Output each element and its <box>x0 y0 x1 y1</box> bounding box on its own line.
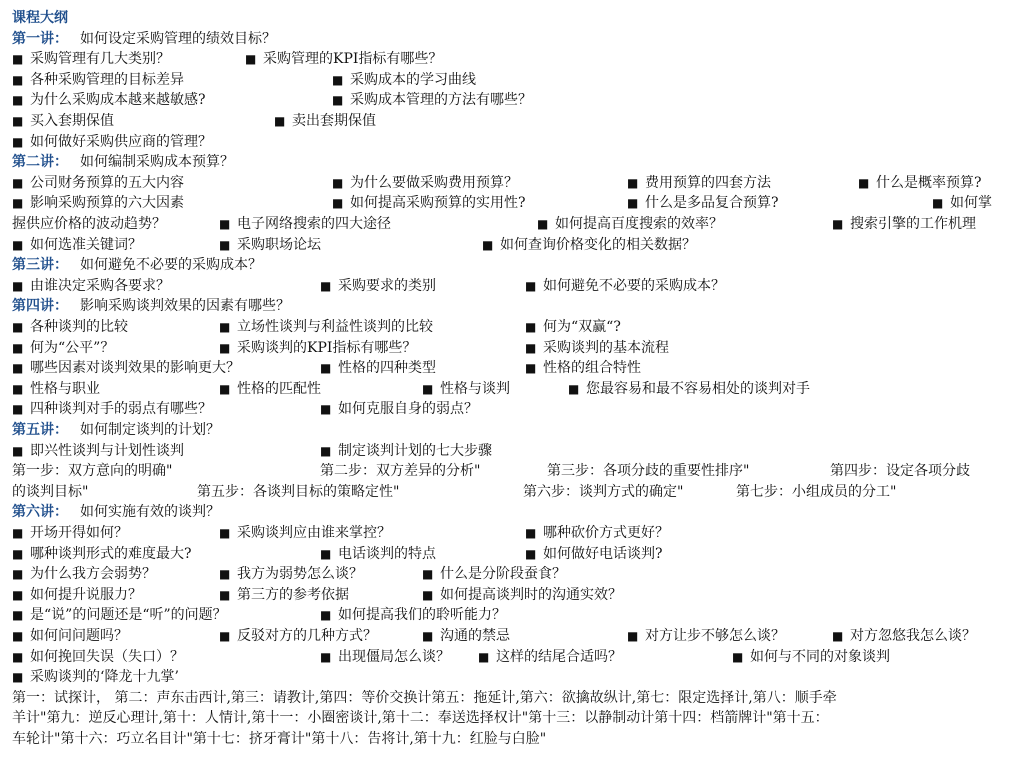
bullet-icon: ■ <box>627 175 639 190</box>
bullet-icon: ■ <box>320 649 332 664</box>
bullet-icon: ■ <box>732 649 744 664</box>
outline-item: 如何做好采购供应商的管理？ <box>30 133 212 150</box>
bullet-icon: ■ <box>332 93 344 108</box>
bullet-icon: ■ <box>12 196 24 211</box>
bullet-icon: ■ <box>525 546 537 561</box>
bullet-icon: ■ <box>332 175 344 190</box>
outline-row <box>12 441 1012 461</box>
lecture-label: 第六讲： <box>12 504 68 521</box>
plan-step: 的谈判目标" <box>12 483 89 500</box>
bullet-icon: ■ <box>537 217 549 231</box>
bullet-icon: ■ <box>219 381 231 396</box>
plan-step: 第五步：各谈判目标的策略定性" <box>197 483 400 500</box>
outline-item: 为什么要做采购费用预算？ <box>350 174 518 191</box>
bullet-icon: ■ <box>332 196 344 211</box>
lecture-question: 如何设定采购管理的绩效目标？ <box>80 30 276 47</box>
outline-row <box>12 132 1012 152</box>
bullet-icon: ■ <box>219 526 231 540</box>
outline-row <box>12 358 1012 378</box>
outline-item: 制定谈判计划的七大步骤 <box>338 442 492 459</box>
bullet-icon: ■ <box>320 443 332 458</box>
lecture-label: 第四讲： <box>12 298 68 315</box>
tactics-text: 羊计"第九：逆反心理计,第十：人情计,第十一：小圈密谈计,第十二：奉送选择权计"第十三：以静制动计第十四：档箭牌计"第十五： <box>12 710 829 727</box>
outline-item: 如何选准关键词？ <box>30 236 142 253</box>
bullet-icon: ■ <box>525 340 537 355</box>
bullet-icon: ■ <box>525 361 537 376</box>
lecture-heading <box>12 296 1012 316</box>
bullet-icon: ■ <box>12 526 24 540</box>
bullet-icon: ■ <box>12 320 24 334</box>
lecture-heading <box>12 255 1012 275</box>
outline-item: 各种谈判的比较 <box>30 319 128 335</box>
bullet-icon: ■ <box>12 114 24 128</box>
outline-row <box>12 49 1012 69</box>
bullet-icon: ■ <box>320 361 332 376</box>
lecture-question: 如何实施有效的谈判？ <box>80 504 220 521</box>
outline-row <box>12 585 1012 605</box>
bullet-icon: ■ <box>832 217 844 231</box>
plan-step: 第七步：小组成员的分工" <box>736 483 897 500</box>
outline-row <box>12 173 1012 193</box>
outline-row <box>12 544 1012 564</box>
outline-item: 什么是多品复合预算? <box>645 195 779 212</box>
outline-row <box>12 214 1012 234</box>
plan-step: 第一步：双方意向的明确" <box>12 463 173 480</box>
lecture-heading <box>12 502 1012 522</box>
outline-row <box>12 399 1012 419</box>
outline-item: 费用预算的四套方法 <box>645 174 771 191</box>
outline-row <box>12 193 1012 213</box>
outline-row <box>12 564 1012 584</box>
bullet-icon: ■ <box>219 340 231 355</box>
bullet-icon: ■ <box>12 340 24 355</box>
outline-row <box>12 338 1012 358</box>
outline-item: 公司财务预算的五大内容 <box>30 174 184 191</box>
outline-row <box>12 667 1012 687</box>
outline-item: 买入套期保值 <box>30 113 114 129</box>
outline-item: 采购谈判应由谁来掌控？ <box>237 525 391 541</box>
outline-item: 性格与职业 <box>30 380 100 397</box>
outline-item: 哪种谈判形式的难度最大? <box>30 545 192 562</box>
bullet-icon: ■ <box>12 443 24 458</box>
outline-row <box>12 111 1012 131</box>
lecture-label: 第三讲： <box>12 257 68 274</box>
outline-item: 如何提高我们的聆听能力？ <box>338 607 506 624</box>
bullet-icon: ■ <box>422 629 434 643</box>
outline-item: 如何提升说服力？ <box>30 586 142 603</box>
outline-item: 我方为弱势怎么谈？ <box>237 566 363 583</box>
outline-item: 什么是分阶段蚕食？ <box>440 566 566 583</box>
bullet-icon: ■ <box>320 546 332 561</box>
outline-item: 四种谈判对手的弱点有哪些？ <box>30 401 212 418</box>
outline-item: 搜索引擎的工作机理 <box>850 216 976 232</box>
outline-item: 性格与谈判 <box>440 380 510 397</box>
tactics-line <box>12 688 1012 708</box>
bullet-icon: ■ <box>525 278 537 293</box>
tactics-text: 车轮计"第十六：巧立名目计"第十七：挤牙膏计"第十八：告将计,第十九：红脸与白脸" <box>12 731 547 747</box>
outline-row <box>12 70 1012 90</box>
steps-row <box>12 482 1012 502</box>
bullet-icon: ■ <box>832 629 844 643</box>
outline-item: 立场性谈判与利益性谈判的比较 <box>237 319 433 335</box>
outline-item: 采购要求的类别 <box>338 277 436 294</box>
outline-item: 即兴性谈判与计划性谈判 <box>30 442 184 459</box>
outline-item: 哪种砍价方式更好？ <box>543 525 669 541</box>
bullet-icon: ■ <box>568 381 580 396</box>
outline-item: 各种采购管理的目标差异 <box>30 71 184 88</box>
bullet-icon: ■ <box>482 237 494 252</box>
outline-row <box>12 90 1012 110</box>
bullet-icon: ■ <box>320 608 332 623</box>
bullet-icon: ■ <box>422 567 434 582</box>
outline-item: 如何查询价格变化的相关数据？ <box>500 236 696 253</box>
bullet-icon: ■ <box>12 72 24 87</box>
outline-item: 电话谈判的特点 <box>338 545 436 562</box>
outline-item: 电子网络搜索的四大途径 <box>237 216 391 232</box>
outline-item: 性格的组合特性 <box>543 360 641 377</box>
outline-row <box>12 626 1012 646</box>
plan-step: 第二步：双方差异的分析" <box>320 463 481 480</box>
outline-item: 如何掌 <box>950 195 992 212</box>
bullet-icon: ■ <box>12 608 24 623</box>
bullet-icon: ■ <box>12 93 24 108</box>
outline-item: 如何挽回失误（失口）？ <box>30 648 184 665</box>
bullet-icon: ■ <box>525 320 537 334</box>
outline-item: 这样的结尾合适吗？ <box>496 648 622 665</box>
plan-step: 第四步：设定各项分歧 <box>830 463 970 480</box>
outline-row <box>12 647 1012 667</box>
outline-item: 采购谈判的‘降龙十九掌’ <box>30 669 179 686</box>
lecture-heading <box>12 29 1012 49</box>
outline-title-line <box>12 8 1012 28</box>
outline-row <box>12 235 1012 255</box>
outline-item: 如何问问题吗？ <box>30 628 128 644</box>
bullet-icon: ■ <box>525 526 537 540</box>
lecture-question: 如何制定谈判的计划？ <box>80 422 220 438</box>
outline-item-continued: 握供应价格的波动趋势？ <box>12 216 166 232</box>
bullet-icon: ■ <box>219 587 231 602</box>
bullet-icon: ■ <box>12 402 24 417</box>
bullet-icon: ■ <box>858 175 870 190</box>
bullet-icon: ■ <box>219 237 231 252</box>
outline-item: 出现僵局怎么谈？ <box>338 648 450 665</box>
outline-item: 何为“双赢“? <box>543 319 621 335</box>
bullet-icon: ■ <box>12 587 24 602</box>
outline-item: 采购谈判的KPI指标有哪些？ <box>237 339 417 356</box>
outline-item: 是“说”的问题还是“听”的问题？ <box>30 607 227 624</box>
outline-row <box>12 379 1012 399</box>
outline-item: 由谁决定采购各要求？ <box>30 277 170 294</box>
outline-item: 为什么我方会弱势？ <box>30 566 156 583</box>
outline-item: 沟通的禁忌 <box>440 628 510 644</box>
outline-item: 如何克服自身的弱点？ <box>338 401 478 418</box>
lecture-heading <box>12 420 1012 440</box>
bullet-icon: ■ <box>274 114 286 128</box>
bullet-icon: ■ <box>12 278 24 293</box>
outline-item: 采购管理有几大类别？ <box>30 51 170 68</box>
outline-item: 采购管理的KPI指标有哪些？ <box>263 51 443 68</box>
lecture-question: 如何避免不必要的采购成本？ <box>80 257 262 274</box>
bullet-icon: ■ <box>422 381 434 396</box>
plan-step: 第三步：各项分歧的重要性排序" <box>547 463 750 480</box>
bullet-icon: ■ <box>12 567 24 582</box>
plan-step: 第六步：谈判方式的确定" <box>523 483 684 500</box>
lecture-heading <box>12 152 1012 172</box>
bullet-icon: ■ <box>219 217 231 231</box>
bullet-icon: ■ <box>12 546 24 561</box>
bullet-icon: ■ <box>219 567 231 582</box>
bullet-icon: ■ <box>12 175 24 190</box>
bullet-icon: ■ <box>320 278 332 293</box>
bullet-icon: ■ <box>332 72 344 87</box>
bullet-icon: ■ <box>12 237 24 252</box>
outline-item: 性格的匹配性 <box>237 380 321 397</box>
outline-item: 如何提高百度搜索的效率？ <box>555 216 723 232</box>
outline-item: 对方忽悠我怎么谈？ <box>850 628 976 644</box>
bullet-icon: ■ <box>245 52 257 67</box>
outline-item: 反驳对方的几种方式？ <box>237 628 377 644</box>
outline-item: 如何避免不必要的采购成本？ <box>543 277 725 294</box>
bullet-icon: ■ <box>932 196 944 211</box>
outline-item: 性格的四种类型 <box>338 360 436 377</box>
outline-item: 第三方的参考依据 <box>237 586 349 603</box>
outline-item: 采购谈判的基本流程 <box>543 339 669 356</box>
bullet-icon: ■ <box>478 649 490 664</box>
bullet-icon: ■ <box>219 320 231 334</box>
bullet-icon: ■ <box>12 134 24 149</box>
outline-item: 如何与不同的对象谈判 <box>750 648 890 665</box>
tactics-line <box>12 729 1012 749</box>
outline-item: 如何提高采购预算的实用性? <box>350 195 526 212</box>
bullet-icon: ■ <box>12 629 24 643</box>
outline-item: 如何做好电话谈判? <box>543 545 663 562</box>
bullet-icon: ■ <box>320 402 332 417</box>
lecture-label: 第二讲： <box>12 154 68 171</box>
outline-item: 影响采购预算的六大因素 <box>30 195 184 212</box>
outline-row <box>12 317 1012 337</box>
outline-item: 什么是概率预算? <box>876 174 982 191</box>
bullet-icon: ■ <box>12 649 24 664</box>
lecture-question: 影响采购谈判效果的因素有哪些？ <box>80 298 290 315</box>
outline-item: 您最容易和最不容易相处的谈判对手 <box>586 380 810 397</box>
outline-item: 对方让步不够怎么谈？ <box>645 628 785 644</box>
lecture-label: 第五讲： <box>12 422 68 438</box>
bullet-icon: ■ <box>627 629 639 643</box>
lecture-label: 第一讲： <box>12 30 68 47</box>
bullet-icon: ■ <box>422 587 434 602</box>
outline-item: 卖出套期保值 <box>292 113 376 129</box>
outline-row <box>12 523 1012 543</box>
outline-item: 哪些因素对谈判效果的影响更大？ <box>30 360 240 377</box>
outline-item: 开场开得如何？ <box>30 525 128 541</box>
outline-item: 采购职场论坛 <box>237 236 321 253</box>
bullet-icon: ■ <box>627 196 639 211</box>
lecture-question: 如何编制采购成本预算？ <box>80 154 234 171</box>
outline-title: 课程大纲 <box>12 10 68 26</box>
outline-item: 采购成本的学习曲线 <box>350 71 476 88</box>
outline-item: 为什么采购成本越来越敏感? <box>30 92 206 109</box>
outline-item: 如何提高谈判时的沟通实效？ <box>440 586 622 603</box>
bullet-icon: ■ <box>12 52 24 67</box>
outline-item: 采购成本管理的方法有哪些？ <box>350 92 532 109</box>
bullet-icon: ■ <box>12 670 24 685</box>
steps-row <box>12 461 1012 481</box>
tactics-line <box>12 708 1012 728</box>
outline-row <box>12 605 1012 625</box>
tactics-text: 第一：试探计， 第二：声东击西计,第三：请教计,第四：等价交换计第五：拖延计,第六：欲擒故纵计,第七：限定选择计,第八：顺手牵 <box>12 689 837 706</box>
outline-item: 何为“公平”？ <box>30 339 115 356</box>
bullet-icon: ■ <box>219 629 231 643</box>
bullet-icon: ■ <box>12 361 24 376</box>
outline-row <box>12 276 1012 296</box>
bullet-icon: ■ <box>12 381 24 396</box>
